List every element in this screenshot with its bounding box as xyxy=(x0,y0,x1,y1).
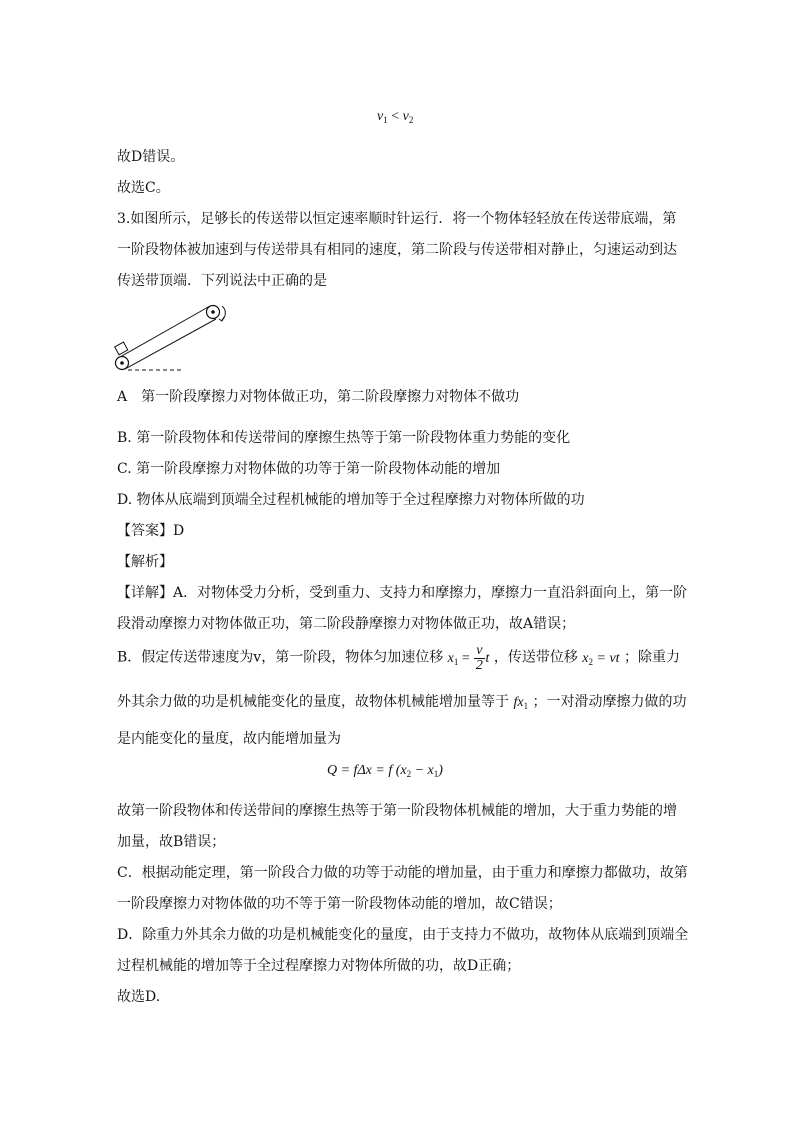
formula-v1-lt-v2 xyxy=(377,109,413,125)
v1-symbol: v xyxy=(377,109,384,124)
v1-subscript: 1 xyxy=(383,115,388,125)
conveyor-belt-diagram xyxy=(110,298,240,378)
formula-fx1: $fx_1$ xyxy=(513,695,529,711)
text-line: 故D错误。 xyxy=(117,149,185,165)
option-c: C. 第一阶段摩擦力对物体做的功等于第一阶段物体动能的增加 xyxy=(117,461,501,477)
detail-line: D．除重力外其余力做的功是机械能变化的量度，由于支持力不做功，故物体从底端到顶端全 xyxy=(117,927,689,943)
detail-line: 是内能变化的量度，故内能增加量为 xyxy=(117,731,341,747)
v2-symbol: v xyxy=(402,109,409,124)
v2-subscript: 2 xyxy=(408,115,414,125)
detail-text: ；一对滑动摩擦力做的功 xyxy=(532,694,687,710)
detail-line: 段滑动摩擦力对物体做正功，第二阶段静摩擦力对物体做正功，故A错误； xyxy=(117,616,576,632)
detail-text: B．假定传送带速度为v，第一阶段，物体匀加速位移 xyxy=(117,649,444,666)
option-d: D. 物体从底端到顶端全过程机械能的增加等于全过程摩擦力对物体所做的功 xyxy=(117,492,585,508)
detail-line-with-formula xyxy=(117,691,687,711)
detail-line: 过程机械能的增加等于全过程摩擦力对物体所做的功，故D正确； xyxy=(117,958,521,974)
detail-line: 【详解】A．对物体受力分析，受到重力、支持力和摩擦力，摩擦力一直沿斜面向上，第一阶 xyxy=(117,585,688,601)
analysis-label: 【解析】 xyxy=(117,554,173,570)
question-line: 3.如图所示，足够长的传送带以恒定速率顺时针运行．将一个物体轻轻放在传送带底端，第 xyxy=(117,211,677,227)
bottom-pulley xyxy=(116,357,129,370)
block-object xyxy=(115,342,128,355)
fraction: $\frac{v}{2}$ xyxy=(475,643,483,673)
question-line: 一阶段物体被加速到与传送带具有相同的速度，第二阶段与传送带相对静止，匀速运动到达 xyxy=(117,242,677,258)
formula-heat-q: Q = fΔx = f $(x_2 - x_1)$ xyxy=(327,763,443,779)
formula-x2: $x_2$ = vt xyxy=(582,650,620,667)
option-a: A 第一阶段摩擦力对物体做正功，第二阶段摩擦力对物体不做功 xyxy=(117,389,520,405)
top-pulley xyxy=(207,306,220,319)
detail-line-with-formula xyxy=(117,644,680,673)
detail-line: 故选D. xyxy=(117,989,161,1005)
belt xyxy=(120,306,216,369)
question-line: 传送带顶端．下列说法中正确的是 xyxy=(117,273,327,289)
detail-line: 一阶段摩擦力对物体做的功不等于第一阶段物体动能的增加，故C错误； xyxy=(117,896,562,912)
less-than: < xyxy=(391,109,400,124)
text-line: 故选C。 xyxy=(117,180,170,196)
answer-label: 【答案】D xyxy=(117,523,185,539)
detail-line: 加量，故B错误； xyxy=(117,834,226,850)
option-b: B. 第一阶段物体和传送带间的摩擦生热等于第一阶段物体重力势能的变化 xyxy=(117,430,571,446)
formula-x1: $x_1$ = $\frac{v}{2}$ t xyxy=(447,643,490,673)
detail-line: C．根据动能定理，第一阶段合力做的功等于动能的增加量，由于重力和摩擦力都做功，故第 xyxy=(117,865,688,881)
detail-text: 外其余力做的功是机械能变化的量度，故物体机械能增加量等于 xyxy=(117,694,509,710)
detail-text: ，传送带位移 xyxy=(493,649,578,666)
detail-line: 故第一阶段物体和传送带间的摩擦生热等于第一阶段物体机械能的增加，大于重力势能的增 xyxy=(117,803,677,819)
detail-text: ；除重力 xyxy=(624,649,681,666)
